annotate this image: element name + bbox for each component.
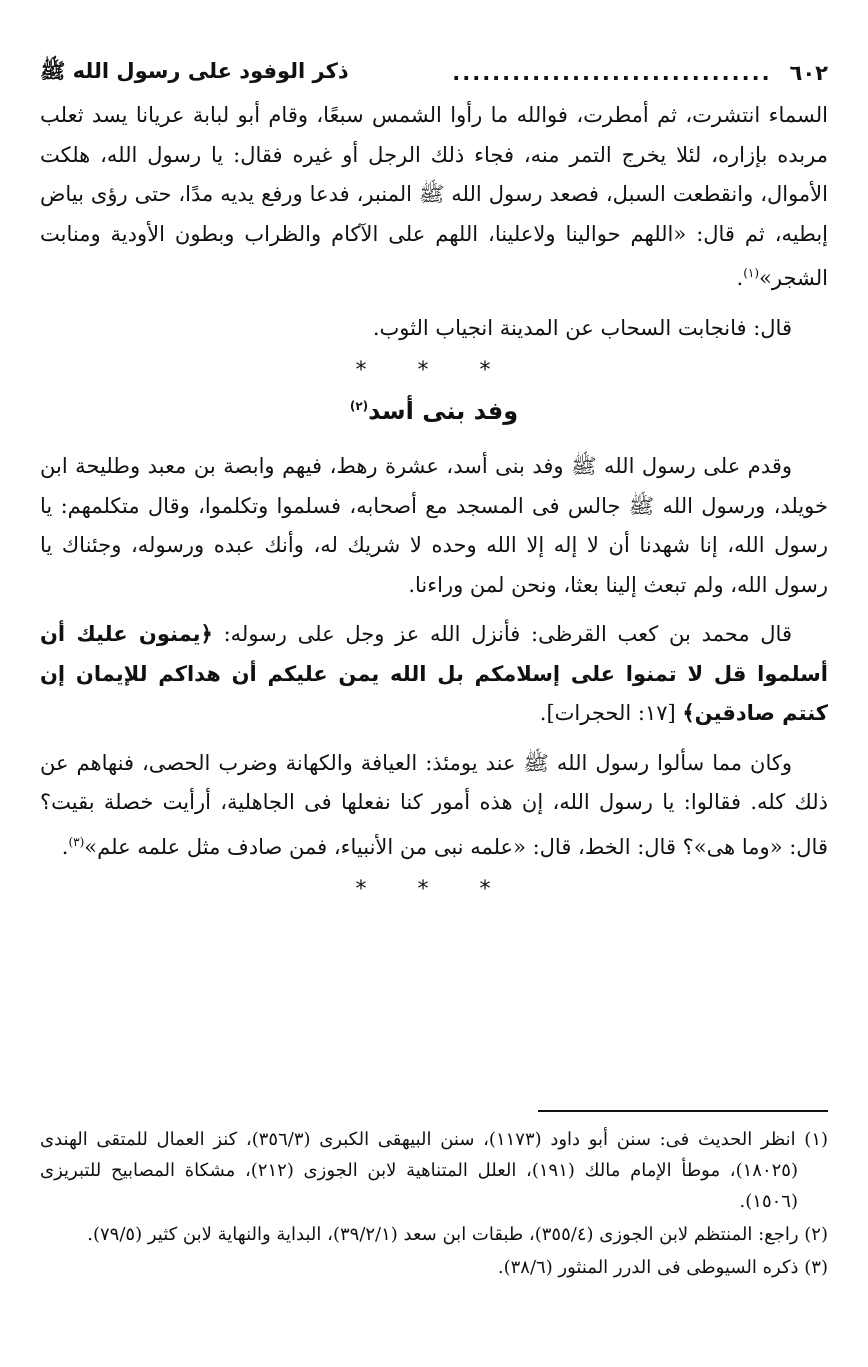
paragraph-3: وقدم على رسول الله ﷺ وفد بنى أسد، عشرة رهط، فيهم وابصة بن معبد وطليحة ابن خويلد، ورسول الله ﷺ جالس فى المسجد مع أصحابه، فسلموا وتكلموا، وقال متكلمهم: يا رسول الله، إنا شهدنا أن لا إله إلا الله وحده لا شريك له، وأنك عبده ورسوله، وجئناك يا رسول الله، ولم تبعث إلينا بعثا، ونحن لمن وراءنا. bbox=[40, 454, 828, 597]
paragraph-5 bbox=[40, 744, 828, 868]
paragraph-5-text: وكان مما سألوا رسول الله ﷺ عند يومئذ: العيافة والكهانة وضرب الحصى، فنهاهم عن ذلك كله. فقالوا: يا رسول الله، إن هذه أمور كنا نفعلها فى الجاهلية، أرأيت خصلة بقيت؟ قال: «وما هى»؟ قال: الخط، قال: «علمه نبى من الأنبياء، فمن صادف مثل علمه علم» bbox=[40, 750, 828, 859]
section-heading-text: وفد بنى أسد bbox=[368, 397, 519, 425]
paragraph-4 bbox=[40, 615, 828, 734]
footnote-ref-2: (٢) bbox=[349, 399, 369, 413]
page-header bbox=[40, 52, 828, 94]
verse-citation: [١٧: الحجرات]. bbox=[539, 701, 683, 725]
paragraph-1-text: السماء انتشرت، ثم أمطرت، فوالله ما رأوا الشمس سبعًا، وقام أبو لبابة عريانا يسد ثعلب مربده بإزاره، لئلا يخرج التمر منه، فجاء ذلك الرجل أو غيره فقال: يا رسول الله، هلكت الأموال، وانقطعت السبل، فصعد رسول الله ﷺ المنبر، فدعا ورفع يديه مدًا، حتى رؤى بياض إبطيه، ثم قال: «اللهم حوالينا ولاعلينا، اللهم على الآكام والظراب وبطون الأودية ومنابت الشجر» bbox=[40, 103, 828, 290]
footnote-ref-3: (٣) bbox=[68, 834, 85, 849]
footnotes bbox=[40, 1124, 828, 1285]
paragraph-1 bbox=[40, 96, 828, 299]
footnote-3: (٣) ذكره السيوطى فى الدرر المنثور (٣٨/٦). bbox=[497, 1257, 828, 1278]
running-title: ذكر الوفود على رسول الله ﷺ bbox=[40, 58, 349, 83]
paragraph-4-intro: قال محمد بن كعب القرظى: فأنزل الله عز وجل على رسوله: bbox=[212, 622, 792, 646]
footnote-2: (٢) راجع: المنتظم لابن الجوزى (٣٥٥/٤)، طبقات ابن سعد (٣٩/٢/١)، البداية والنهاية لابن كثير (٧٩/٥). bbox=[87, 1224, 828, 1245]
page-number: ٦٠٢ bbox=[789, 61, 828, 85]
dot-leader: ................................ bbox=[452, 61, 772, 85]
paragraph-2: قال: فانجابت السحاب عن المدينة انجياب الثوب. bbox=[372, 315, 792, 340]
section-separator-1: * * * bbox=[355, 358, 513, 383]
paragraph-5-end: . bbox=[61, 834, 69, 859]
section-heading bbox=[40, 397, 828, 425]
paragraph-1-end: . bbox=[736, 266, 744, 290]
main-text bbox=[40, 96, 828, 912]
quran-verse: ﴿يمنون عليك أن أسلموا قل لا تمنوا على إسلامكم بل الله يمن عليكم أن هداكم للإيمان إن كنتم صادقين﴾ bbox=[40, 622, 828, 725]
footnote-ref-1: (١) bbox=[743, 266, 760, 280]
footnote-divider bbox=[538, 1110, 828, 1112]
section-separator-2: * * * bbox=[355, 877, 513, 902]
footnote-1: (١) انظر الحديث فى: سنن أبو داود (١١٧٣)، سنن البيهقى الكبرى (٣٥٦/٣)، كنز العمال للمتقى الهندى (١٨٠٢٥)، موطأ الإمام مالك (١٩١)، العلل المتناهية لابن الجوزى (٢١٢)، مشكاة المصابيح للتبريزى (١٥٠٦). bbox=[40, 1129, 829, 1212]
